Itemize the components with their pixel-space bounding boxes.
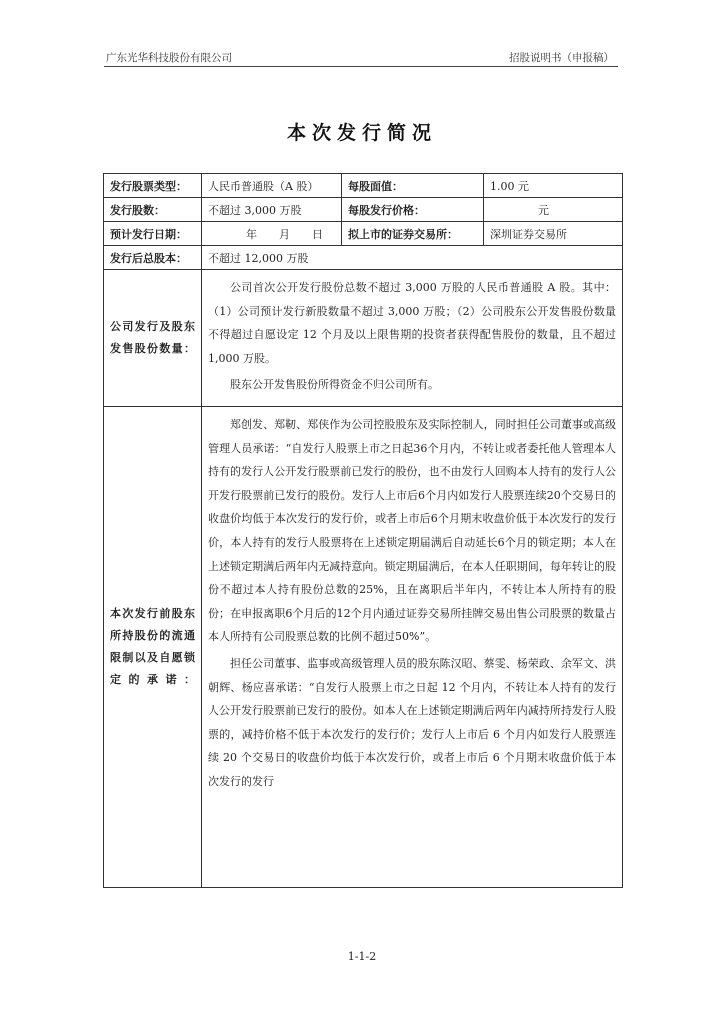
label-total-shares: 发行后总股本： xyxy=(104,246,202,270)
paragraph: 公司首次公开发行股份总数不超过 3,000 万股的人民币普通股 A 股。其中：（1）公司预计发行新股数量不超过 3,000 万股；（2）公司股东公开发售股份数量不得超过自愿设定 12 个月及以上限售期的投资者获得配售股份的数量，且不超过 1,000 万股。 xyxy=(208,281,616,365)
table-row xyxy=(104,174,623,198)
paragraph: 股东公开发售股份所得资金不归公司所有。 xyxy=(230,378,439,392)
label-share-quantity: 公司发行及股东发售股份数量： xyxy=(104,270,202,407)
table-row xyxy=(104,270,623,407)
label-issue-price: 每股发行价格： xyxy=(342,198,484,222)
header-divider xyxy=(104,66,618,67)
paragraph: 担任公司董事、监事或高级管理人员的股东陈汉昭、蔡雯、杨荣政、余军文、洪朝辉、杨应喜承诺：“自发行人股票上市之日起 12 个月内，不转让本人持有的发行人公开发行股票前已发行的股份。如本人在上述锁定期满后两年内减持所持发行人股票的，减持价格不低于本次发行的发行价；发行人上市后 6 个月内如发行人股票连续 20 个交易日的收盘价均低于本次发行价，或者上市后 6 个月期末收盘价低于本次发行的发行 xyxy=(208,656,616,788)
table-row xyxy=(104,246,623,270)
value-stock-type: 人民币普通股（A 股） xyxy=(202,174,342,198)
header-company: 广东光华科技股份有限公司 xyxy=(106,52,232,64)
page-title: 本次发行简况 xyxy=(286,122,437,144)
table-row xyxy=(104,407,623,888)
table-row xyxy=(104,222,623,246)
value-exchange: 深圳证券交易所 xyxy=(484,222,623,246)
value-total-shares: 不超过 12,000 万股 xyxy=(202,246,623,270)
header-doc-type: 招股说明书（申报稿） xyxy=(509,52,614,64)
label-stock-type: 发行股票类型： xyxy=(104,174,202,198)
issuance-summary-table xyxy=(103,173,623,888)
value-share-count: 不超过 3,000 万股 xyxy=(202,198,342,222)
value-issue-date: 年 月 日 xyxy=(202,222,342,246)
label-share-count: 发行股数： xyxy=(104,198,202,222)
label-par-value: 每股面值： xyxy=(342,174,484,198)
value-lockup-commitment xyxy=(202,407,623,888)
value-share-quantity xyxy=(202,270,623,407)
table-row xyxy=(104,198,623,222)
page-number: 1-1-2 xyxy=(347,950,377,963)
label-issue-date: 预计发行日期： xyxy=(104,222,202,246)
paragraph: 郑创发、郑靭、郑侠作为公司控股股东及实际控制人，同时担任公司董事或高级管理人员承诺：“自发行人股票上市之日起36个月内，不转让或者委托他人管理本人持有的发行人公开发行股票前已发行的股份，也不由发行人回购本人持有的发行人公开发行股票前已发行的股份。发行人上市后6个月内如发行人股票连续20个交易日的收盘价均低于本次发行的发行价，或者上市后6个月期末收盘价低于本次发行的发行价，本人持有的发行人股票将在上述锁定期届满后自动延长6个月的锁定期；本人在上述锁定期满后两年内无减持意向。锁定期届满后，在本人任职期间，每年转让的股份不超过本人持有股份总数的25%，且在离职后半年内，不转让本人所持有的股份；在申报离职6个月后的12个月内通过证券交易所挂牌交易出售公司股票的数量占本人所持有公司股票总数的比例不超过50%”。 xyxy=(208,418,616,644)
value-issue-price: 元 xyxy=(484,198,623,222)
label-exchange: 拟上市的证券交易所： xyxy=(342,222,484,246)
label-lockup-commitment: 本次发行前股东所持股份的流通限制以及自愿锁定的承诺： xyxy=(104,407,202,888)
value-par-value: 1.00 元 xyxy=(484,174,623,198)
